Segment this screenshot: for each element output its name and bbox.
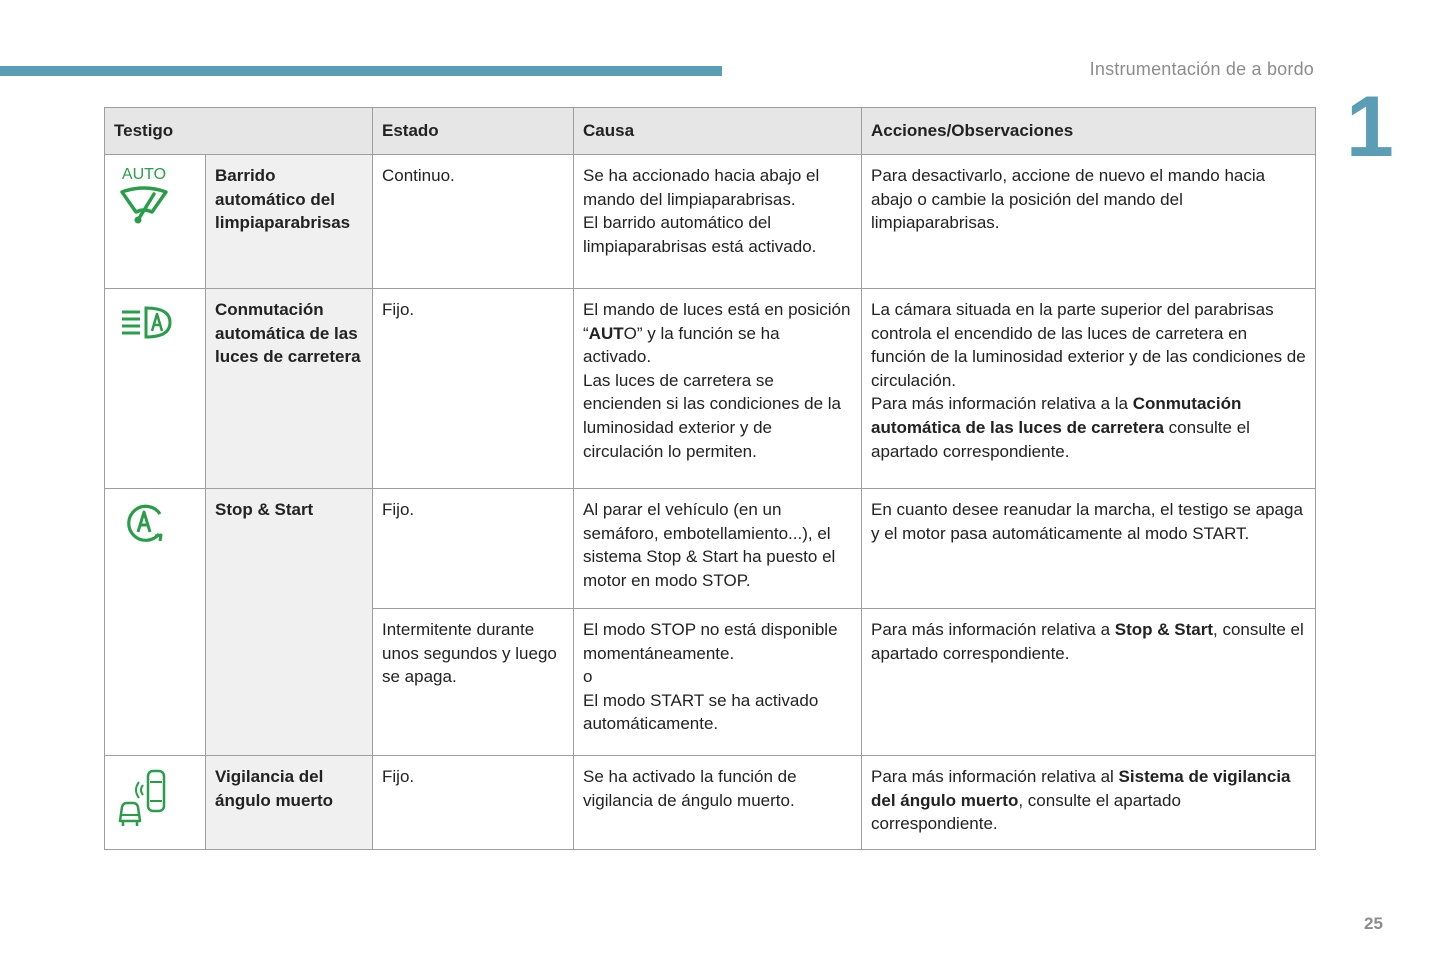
icon-cell — [105, 155, 206, 289]
table-row — [105, 155, 1316, 289]
header-acciones: Acciones/Observaciones — [862, 108, 1316, 155]
causa-line: Las luces de carretera se encienden si las condiciones de la luminosidad exterior y de circulación lo permiten. — [583, 370, 842, 461]
auto-label: AUTO — [121, 166, 167, 183]
acciones-line: Para más información relativa a la Conmutación automática de las luces de carretera consulte el apartado correspondiente. — [871, 394, 1250, 461]
causa-line: El modo START se ha activado automáticamente. — [583, 690, 819, 734]
acciones-line: La cámara situada en la parte superior del parabrisas controla el encendido de las luces de carretera en función de la luminosidad exterior y de las condiciones de circulación. — [871, 300, 1306, 390]
icon-cell — [105, 756, 206, 850]
causa-line: El modo STOP no está disponible momentáneamente. — [583, 620, 838, 663]
warning-lights-table — [104, 107, 1316, 850]
row-acciones: En cuanto desee reanudar la marcha, el testigo se apaga y el motor pasa automáticamente al modo START. — [862, 489, 1316, 609]
icon-cell — [105, 289, 206, 489]
section-title: Instrumentación de a bordo — [1089, 59, 1314, 79]
auto-wiper-icon — [114, 164, 174, 226]
causa-line: El barrido automático del limpiaparabrisas está activado. — [583, 213, 817, 256]
row-acciones: Para desactivarlo, accione de nuevo el mando hacia abajo o cambie la posición del mando del limpiaparabrisas. — [862, 155, 1316, 289]
page-number: 25 — [1364, 914, 1383, 933]
row-estado: Fijo. — [373, 489, 574, 609]
row-name: Conmutación automática de las luces de carretera — [206, 289, 373, 489]
row-name: Stop & Start — [206, 489, 373, 756]
header-testigo: Testigo — [105, 108, 373, 155]
auto-high-beam-icon — [114, 298, 174, 348]
row-name: Barrido automático del limpiaparabrisas — [206, 155, 373, 289]
header-estado: Estado — [373, 108, 574, 155]
table-row — [105, 489, 1316, 609]
table-header-row — [105, 108, 1316, 155]
blind-spot-icon — [114, 765, 174, 829]
table-row — [105, 289, 1316, 489]
causa-line: El mando de luces está en posición “AUTO” y la función se ha activado. — [583, 300, 851, 367]
row-causa — [574, 289, 862, 489]
icon-cell — [105, 489, 206, 756]
row-acciones: Para más información relativa al Sistema de vigilancia del ángulo muerto, consulte el apartado correspondiente. — [862, 756, 1316, 850]
row-causa — [574, 609, 862, 756]
header-accent-bar — [0, 66, 722, 76]
row-causa — [574, 155, 862, 289]
causa-line: o — [583, 667, 593, 687]
row-estado: Intermitente durante unos segundos y luego se apaga. — [373, 609, 574, 756]
row-name: Vigilancia del ángulo muerto — [206, 756, 373, 850]
row-acciones: Para más información relativa a Stop & Start, consulte el apartado correspondiente. — [862, 609, 1316, 756]
chapter-number: 1 — [1346, 79, 1394, 175]
row-acciones — [862, 289, 1316, 489]
row-estado: Fijo. — [373, 756, 574, 850]
table-row — [105, 756, 1316, 850]
row-estado: Continuo. — [373, 155, 574, 289]
row-estado: Fijo. — [373, 289, 574, 489]
row-causa: Al parar el vehículo (en un semáforo, embotellamiento...), el sistema Stop & Start ha puesto el motor en modo STOP. — [574, 489, 862, 609]
causa-line: Se ha accionado hacia abajo el mando del limpiaparabrisas. — [583, 166, 820, 209]
header-causa: Causa — [574, 108, 862, 155]
row-causa: Se ha activado la función de vigilancia de ángulo muerto. — [574, 756, 862, 850]
stop-start-icon — [114, 498, 174, 548]
